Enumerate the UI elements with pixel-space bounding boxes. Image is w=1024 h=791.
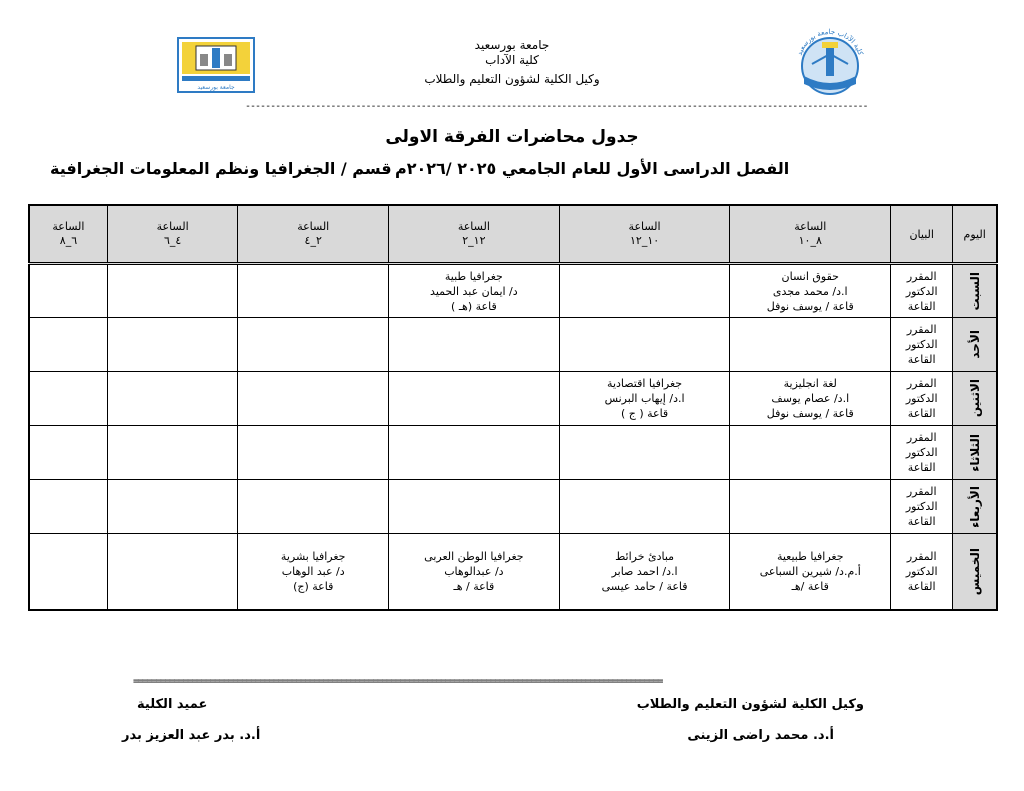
office-title: وكيل الكلية لشؤون التعليم والطلاب [424,72,600,86]
row-label: المقرر [906,377,937,390]
schedule-cell [730,372,891,426]
schedule-cell [29,372,107,426]
cell-doctor: د/ عبدالوهاب [444,564,504,578]
row-labels [891,264,953,318]
cell-doctor: ا.د/ محمد مجدى [772,284,848,298]
schedule-cell [730,264,891,318]
day-name-cell [953,534,997,610]
row-labels [891,480,953,534]
university-name: جامعة بورسعيد [474,38,550,52]
schedule-cell [29,318,107,372]
row-label: الدكتور [905,338,938,351]
slot-header: الساعة ١٢_٢ [389,205,560,264]
cell-room: قاعة (ج) [293,579,334,593]
cell-room: قاعة / هـ [453,579,495,593]
row-label: الدكتور [905,500,938,513]
header-divider: ---------------------------------------------------------------------------------------------------------------------------- [245,101,868,112]
day-name: الثلاثاء [967,433,982,472]
schedule-cell [389,318,560,372]
schedule-cell [238,534,389,610]
schedule-cell [559,480,730,534]
row-labels [891,372,953,426]
row-label: الدكتور [905,284,938,298]
row-label: المقرر [906,269,937,283]
vice-dean-name: أ.د. محمد راضى الزينى [687,728,834,743]
row-label: القاعة [907,299,936,313]
schedule-cell [559,534,730,610]
day-name: الخميس [967,547,982,595]
row-label: القاعة [907,407,936,420]
schedule-cell [559,318,730,372]
slot-header: الساعة ٤_٦ [107,205,238,264]
schedule-cell [29,480,107,534]
semester-label: الفصل الدراسى الأول للعام الجامعي ٢٠٢٥ /٢٠٢٦م [395,159,790,178]
cell-room: قاعة /هـ [791,579,829,593]
schedule-cell [107,480,238,534]
row-label: القاعة [907,515,936,528]
vice-dean-title: وكيل الكلية لشؤون التعليم والطلاب [636,697,864,712]
day-name: الأحد [967,330,982,359]
cell-course: جغرافيا طبيعية [776,549,844,563]
row-labels [891,318,953,372]
schedule-cell [238,480,389,534]
schedule-cell [238,318,389,372]
row-label: الدكتور [905,446,938,459]
schedule-cell [389,264,560,318]
slot-header: الساعة ٢_٤ [238,205,389,264]
slot-header: الساعة ٦_٨ [29,205,107,264]
slot-header: الساعة ١٠_١٢ [559,205,730,264]
row-label: القاعة [907,461,936,474]
cell-room: قاعة / حامد عيسى [601,579,688,593]
cell-course: حقوق انسان [781,269,839,283]
label-header: البيان [891,205,953,264]
day-name-cell [953,318,997,372]
day-row [29,264,997,318]
faculty-name: كلية الآداب [485,53,539,67]
cell-doctor: د/ عبد الوهاب [281,564,345,578]
cell-doctor: ا.د/ عصام يوسف [771,392,850,405]
cell-course: جغرافيا بشرية [280,549,346,563]
day-header: اليوم [953,205,997,264]
schedule-cell [389,534,560,610]
cell-course: مبادئ خرائط [615,549,675,563]
cell-doctor: أ.م.د/ شيرين السباعى [759,564,861,578]
schedule-cell [107,426,238,480]
schedule-table [28,204,998,611]
day-name-cell [953,426,997,480]
schedule-cell [389,426,560,480]
row-labels [891,534,953,610]
schedule-cell [107,318,238,372]
cell-room: قاعة (هـ ) [451,299,497,313]
cell-doctor: ا.د/ إيهاب البرنس [604,392,685,405]
day-row [29,426,997,480]
schedule-cell [389,480,560,534]
svg-text:جامعة بورسعيد: جامعة بورسعيد [197,84,235,91]
day-name: الاثنين [967,379,982,418]
day-name-cell [953,264,997,318]
day-name-cell [953,372,997,426]
row-label: الدكتور [905,564,938,578]
schedule-cell [559,426,730,480]
schedule-cell [730,318,891,372]
page-title: جدول محاضرات الفرقة الاولى [385,127,639,147]
cell-course: جغرافيا طبية [444,269,503,283]
day-row [29,534,997,610]
cell-doctor: ا.د/ احمد صابر [611,564,678,578]
department-label: قسم / الجغرافيا ونظم المعلومات الجغرافية [50,159,392,178]
day-row [29,372,997,426]
day-row [29,480,997,534]
cell-course: جغرافيا الوطن العربى [424,549,524,563]
schedule-cell [107,372,238,426]
schedule-cell [238,264,389,318]
svg-text:كلية الآداب جامعة بورسعيد: كلية الآداب جامعة بورسعيد [795,27,865,57]
row-label: القاعة [907,579,936,593]
row-label: المقرر [906,549,937,563]
day-name-cell [953,480,997,534]
schedule-cell [29,426,107,480]
dean-title: عميد الكلية [137,697,208,712]
cell-course: جغرافيا اقتصادية [607,377,683,390]
schedule-cell [238,426,389,480]
day-name: الأربعاء [967,485,982,528]
schedule-cell [559,372,730,426]
schedule-cell [559,264,730,318]
dean-name: أ.د. بدر عبد العزيز بدر [122,728,261,743]
row-label: المقرر [906,485,937,498]
row-label: القاعة [907,353,936,366]
cell-room: قاعة / يوسف نوفل [766,299,854,313]
schedule-cell [389,372,560,426]
schedule-cell [29,264,107,318]
cell-course: لغة انجليزية [783,377,837,390]
schedule-cell [238,372,389,426]
schedule-cell [107,264,238,318]
row-label: المقرر [906,431,937,444]
row-label: المقرر [906,323,937,336]
row-label: الدكتور [905,392,938,405]
schedule-cell [730,426,891,480]
schedule-cell [29,534,107,610]
cell-doctor: د/ ايمان عبد الحميد [430,284,518,298]
row-labels [891,426,953,480]
day-row [29,318,997,372]
schedule-cell [730,534,891,610]
day-name: السبت [967,271,982,311]
schedule-cell [107,534,238,610]
header-row [29,205,997,264]
footer-divider: ===================================================================================================================== [133,676,662,687]
schedule-cell [730,480,891,534]
cell-room: قاعة ( ج ) [620,407,669,420]
cell-room: قاعة / يوسف نوفل [766,407,854,420]
slot-header: الساعة ٨_١٠ [730,205,891,264]
